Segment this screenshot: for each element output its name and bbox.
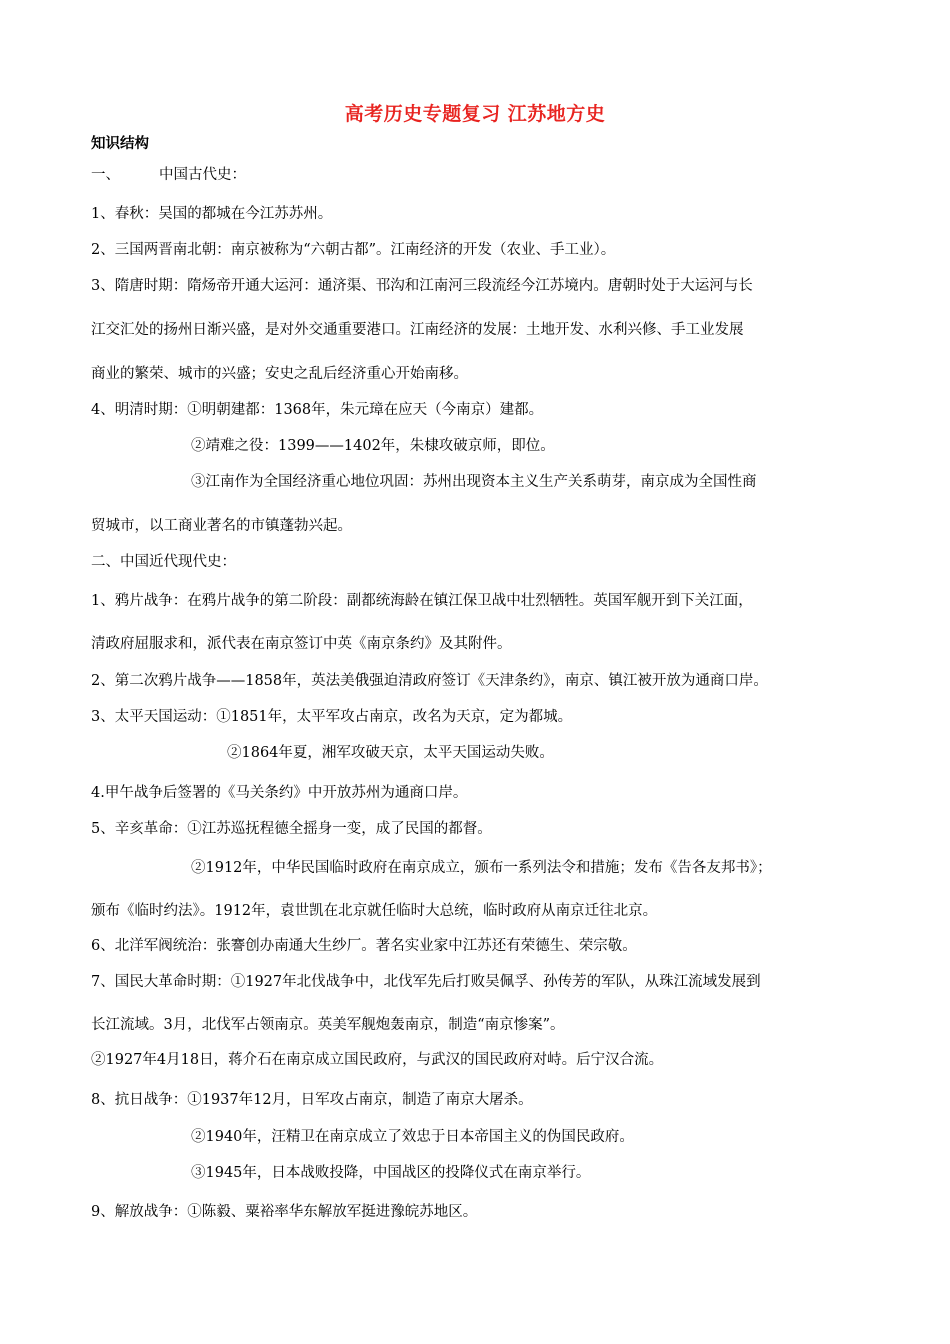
paragraph-line: ②靖难之役：1399——1402年，朱棣攻破京师，即位。: [191, 438, 555, 454]
paragraph-line: ②1940年，汪精卫在南京成立了效忠于日本帝国主义的伪国民政府。: [191, 1129, 634, 1145]
paragraph-line: 贸城市，以工商业著名的市镇蓬勃兴起。: [91, 518, 352, 534]
paragraph-line: 3、隋唐时期：隋炀帝开通大运河：通济渠、邗沟和江南河三段流经今江苏境内。唐朝时处于大运河与长: [91, 278, 753, 294]
section-2-title: 二、中国近代现代史：: [91, 554, 236, 570]
paragraph-line: 清政府屈服求和，派代表在南京签订中英《南京条约》及其附件。: [91, 636, 512, 652]
paragraph-line: 2、第二次鸦片战争——1858年，英法美俄强迫清政府签订《天津条约》，南京、镇江被开放为通商口岸。: [91, 673, 768, 689]
paragraph-line: 6、北洋军阀统治：张謇创办南通大生纱厂。著名实业家中江苏还有荣德生、荣宗敬。: [91, 938, 637, 954]
section-1-label: 中国古代史：: [159, 167, 246, 183]
paragraph-line: ③江南作为全国经济重心地位巩固：苏州出现资本主义生产关系萌芽，南京成为全国性商: [191, 474, 757, 490]
paragraph-line: ②1864年夏，湘军攻破天京，太平天国运动失败。: [227, 745, 554, 761]
paragraph-line: 2、三国两晋南北朝：南京被称为“六朝古都”。江南经济的开发（农业、手工业）。: [91, 242, 616, 258]
section-1-title: [91, 165, 246, 185]
paragraph-line: 7、国民大革命时期：①1927年北伐战争中，北伐军先后打败吴佩孚、孙传芳的军队，从珠江流域发展到: [91, 974, 761, 990]
paragraph-line: 9、解放战争：①陈毅、粟裕率华东解放军挺进豫皖苏地区。: [91, 1204, 478, 1220]
paragraph-line: 颁布《临时约法》。1912年，袁世凯在北京就任临时大总统，临时政府从南京迁往北京。: [91, 903, 658, 919]
paragraph-line: 长江流域。3月，北伐军占领南京。英美军舰炮轰南京，制造“南京惨案”。: [91, 1017, 565, 1033]
section-heading: 知识结构: [91, 136, 149, 152]
section-1-number: 一、: [91, 167, 120, 183]
paragraph-line: 3、太平天国运动：①1851年，太平军攻占南京，改名为天京，定为都城。: [91, 709, 573, 725]
paragraph-line: ③1945年，日本战败投降，中国战区的投降仪式在南京举行。: [191, 1165, 591, 1181]
paragraph-line: 商业的繁荣、城市的兴盛；安史之乱后经济重心开始南移。: [91, 366, 468, 382]
paragraph-line: 8、抗日战争：①1937年12月，日军攻占南京，制造了南京大屠杀。: [91, 1092, 533, 1108]
paragraph-line: 1、春秋：吴国的都城在今江苏苏州。: [91, 206, 333, 222]
paragraph-line: 1、鸦片战争：在鸦片战争的第二阶段：副都统海龄在镇江保卫战中壮烈牺牲。英国军舰开到下关江面，: [91, 593, 753, 609]
paragraph-line: ②1927年4月18日，蒋介石在南京成立国民政府，与武汉的国民政府对峙。后宁汉合流。: [91, 1052, 664, 1068]
paragraph-line: 4、明清时期：①明朝建都：1368年，朱元璋在应天（今南京）建都。: [91, 402, 544, 418]
paragraph-line: 4.甲午战争后签署的《马关条约》中开放苏州为通商口岸。: [91, 785, 468, 801]
document-title: 高考历史专题复习 江苏地方史: [344, 103, 606, 125]
paragraph-line: 5、辛亥革命：①江苏巡抚程德全摇身一变，成了民国的都督。: [91, 821, 492, 837]
paragraph-line: ②1912年，中华民国临时政府在南京成立，颁布一系列法令和措施；发布《告各友邦书》；: [191, 860, 772, 876]
paragraph-line: 江交汇处的扬州日渐兴盛，是对外交通重要港口。江南经济的发展：土地开发、水利兴修、手工业发展: [91, 322, 744, 338]
